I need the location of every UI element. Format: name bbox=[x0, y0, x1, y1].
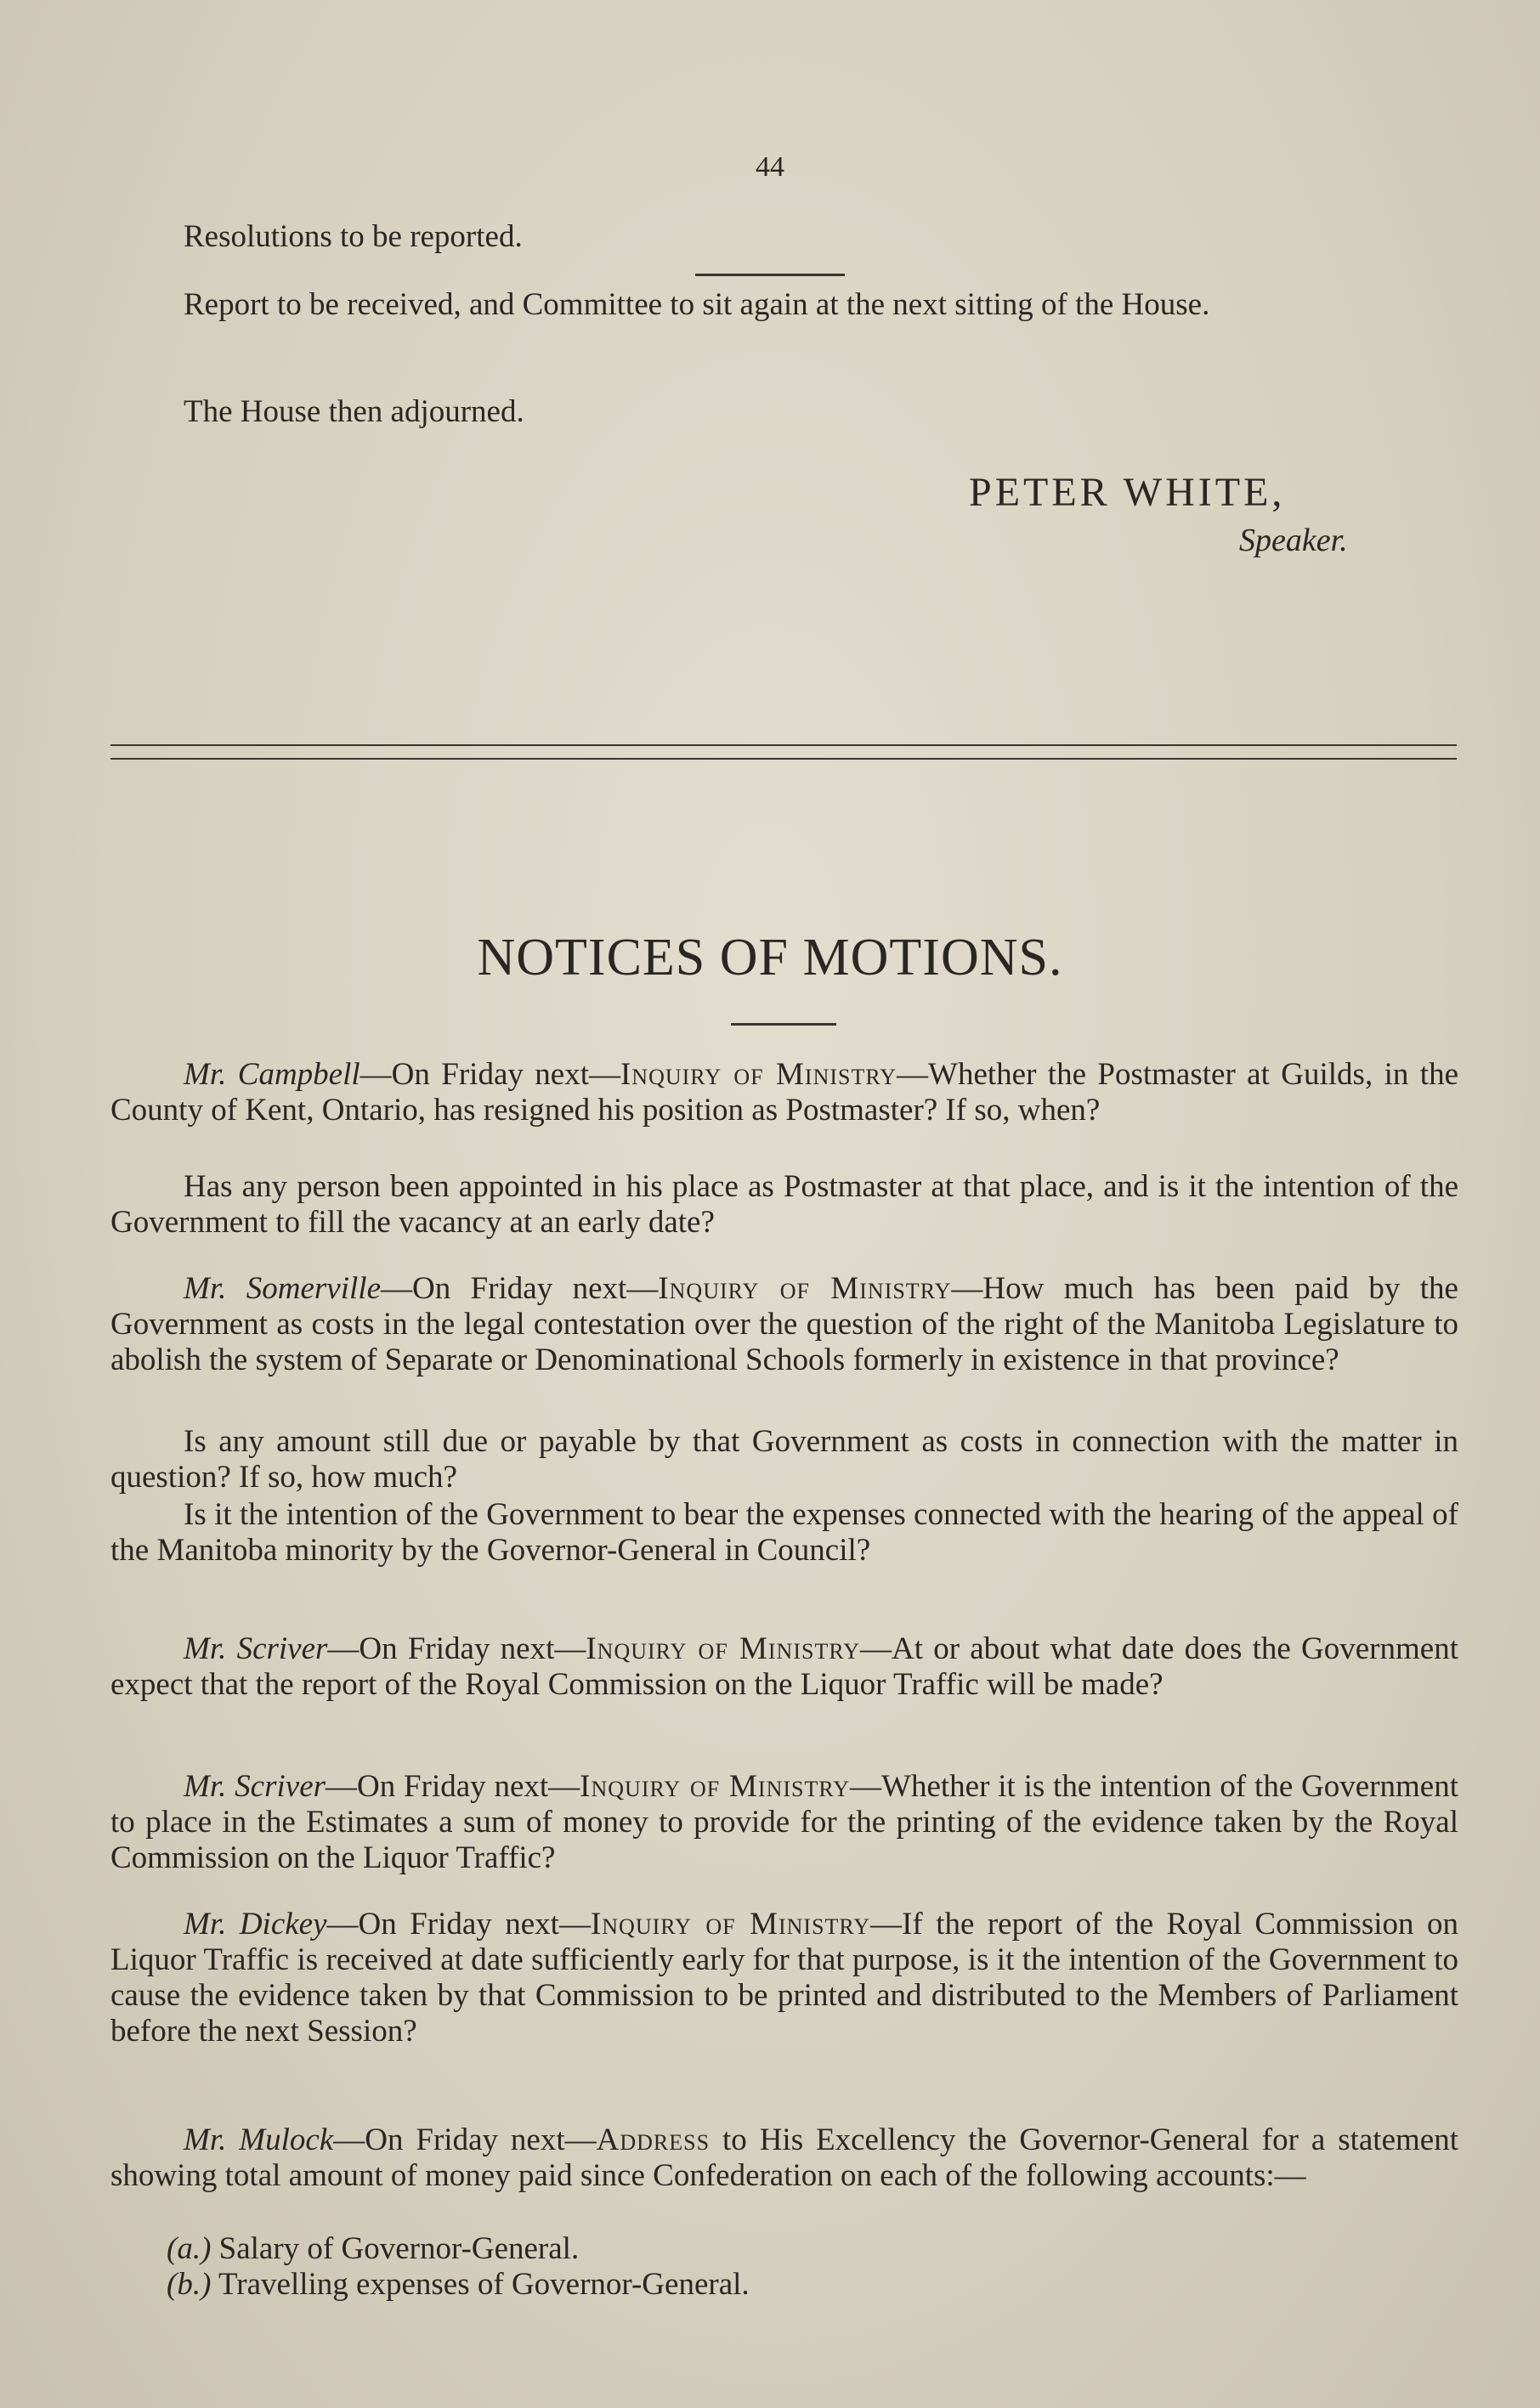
motion-text: If the report of the Royal Commission on Liquor Traffic is received at date sufficiently early for that purpose, is it the intention of the Government to cause the evidence taken by that Commission to be printed and distributed to the Members of Parliament before the next Session? bbox=[110, 1907, 1458, 2049]
motion-scriver-2: Mr. Scriver—On Friday next—Inquiry of Ministry—Whether it is the intention of the Government to place in the Estimates a sum of money to provide for the printing of the evidence taken by the Royal Commission on the Liquor Traffic? bbox=[110, 1769, 1458, 1875]
motion-text: How much has been paid by the Government as costs in the legal contestation over the question of the right of the Manitoba Legislature to abolish the system of Separate or Denominational Schools formerly in existence in that province? bbox=[110, 1271, 1458, 1377]
section-title: NOTICES OF MOTIONS. bbox=[477, 929, 1063, 986]
motion-dickey: Mr. Dickey—On Friday next—Inquiry of Ministry—If the report of the Royal Commission on Liquor Traffic is received at date sufficiently early for that purpose, is it the intention of the Government to cause the evidence taken by that Commission to be printed and distributed to the Members of Parliament before the next Session? bbox=[110, 1907, 1458, 2049]
motion-scriver-1: Mr. Scriver—On Friday next—Inquiry of Ministry—At or about what date does the Government expect that the report of the Royal Commission on the Liquor Traffic will be made? bbox=[110, 1631, 1458, 1702]
motion-continuation: Is any amount still due or payable by that Government as costs in connection with the matter in question? If so, how much? bbox=[110, 1424, 1458, 1495]
motion-day: On Friday next bbox=[357, 1769, 549, 1804]
motion-kind: Inquiry of Ministry bbox=[658, 1271, 952, 1306]
speaker-title: Speaker. bbox=[1239, 523, 1348, 558]
motion-day: On Friday next bbox=[358, 1907, 559, 1942]
account-text: Travelling expenses of Governor-General. bbox=[218, 2267, 750, 2302]
short-divider bbox=[695, 274, 845, 276]
account-item bbox=[167, 2231, 579, 2267]
motion-campbell: Mr. Campbell—On Friday next—Inquiry of Ministry—Whether the Postmaster at Guilds, in the County of Kent, Ontario, has resigned his position as Postmaster? If so, when? bbox=[110, 1057, 1458, 1128]
account-label: (b.) bbox=[167, 2267, 212, 2302]
motion-day: On Friday next bbox=[365, 2123, 565, 2157]
speaker-signature-name: PETER WHITE, bbox=[969, 470, 1286, 515]
page-number: 44 bbox=[756, 151, 784, 183]
double-rule-divider bbox=[110, 744, 1457, 760]
motion-day: On Friday next bbox=[391, 1057, 589, 1092]
motion-mover: Mr. Scriver bbox=[184, 1631, 328, 1666]
adjourned-paragraph: The House then adjourned. bbox=[184, 394, 524, 429]
motion-text: to His Excellency the Governor-General for a statement showing total amount of money paid since Confederation on each of the following accounts:— bbox=[110, 2123, 1458, 2193]
report-paragraph: Report to be received, and Committee to sit again at the next sitting of the House. bbox=[184, 287, 1210, 322]
motion-mover: Mr. Mulock bbox=[184, 2123, 334, 2157]
motion-text: At or about what date does the Government expect that the report of the Royal Commission on the Liquor Traffic will be made? bbox=[110, 1631, 1458, 1702]
motion-mover: Mr. Dickey bbox=[184, 1907, 327, 1942]
motion-text: Whether it is the intention of the Government to place in the Estimates a sum of money to provide for the printing of the evidence taken by the Royal Commission on the Liquor Traffic? bbox=[110, 1769, 1458, 1875]
account-item bbox=[167, 2267, 750, 2303]
account-label: (a.) bbox=[167, 2231, 212, 2266]
motion-kind: Inquiry of Ministry bbox=[580, 1769, 851, 1804]
title-underline bbox=[731, 1023, 836, 1026]
motion-kind: Address bbox=[596, 2123, 711, 2157]
motion-kind: Inquiry of Ministry bbox=[586, 1631, 861, 1666]
motion-mover: Mr. Scriver bbox=[184, 1769, 326, 1804]
account-text: Salary of Governor-General. bbox=[218, 2231, 580, 2266]
resolutions-paragraph: Resolutions to be reported. bbox=[184, 219, 523, 254]
motion-somerville: Mr. Somerville—On Friday next—Inquiry of Ministry—How much has been paid by the Government as costs in the legal contestation over the question of the right of the Manitoba Legislature to abolish the system of Separate or Denominational Schools formerly in existence in that province? bbox=[110, 1271, 1458, 1377]
motion-continuation: Has any person been appointed in his place as Postmaster at that place, and is it the intention of the Government to fill the vacancy at an early date? bbox=[110, 1169, 1458, 1240]
motion-kind: Inquiry of Ministry bbox=[590, 1907, 871, 1942]
motion-continuation: Is it the intention of the Government to bear the expenses connected with the hearing of the appeal of the Manitoba minority by the Governor-General in Council? bbox=[110, 1497, 1458, 1568]
motion-mover: Mr. Somerville bbox=[184, 1271, 381, 1306]
motion-text: Whether the Postmaster at Guilds, in the County of Kent, Ontario, has resigned his position as Postmaster? If so, when? bbox=[110, 1057, 1458, 1128]
motion-kind: Inquiry of Ministry bbox=[620, 1057, 897, 1092]
motion-mover: Mr. Campbell bbox=[184, 1057, 360, 1092]
motion-day: On Friday next bbox=[412, 1271, 627, 1306]
motion-day: On Friday next bbox=[359, 1631, 555, 1666]
motion-mulock: Mr. Mulock—On Friday next—Address to His Excellency the Governor-General for a statement showing total amount of money paid since Confederation on each of the following accounts:— bbox=[110, 2123, 1458, 2193]
